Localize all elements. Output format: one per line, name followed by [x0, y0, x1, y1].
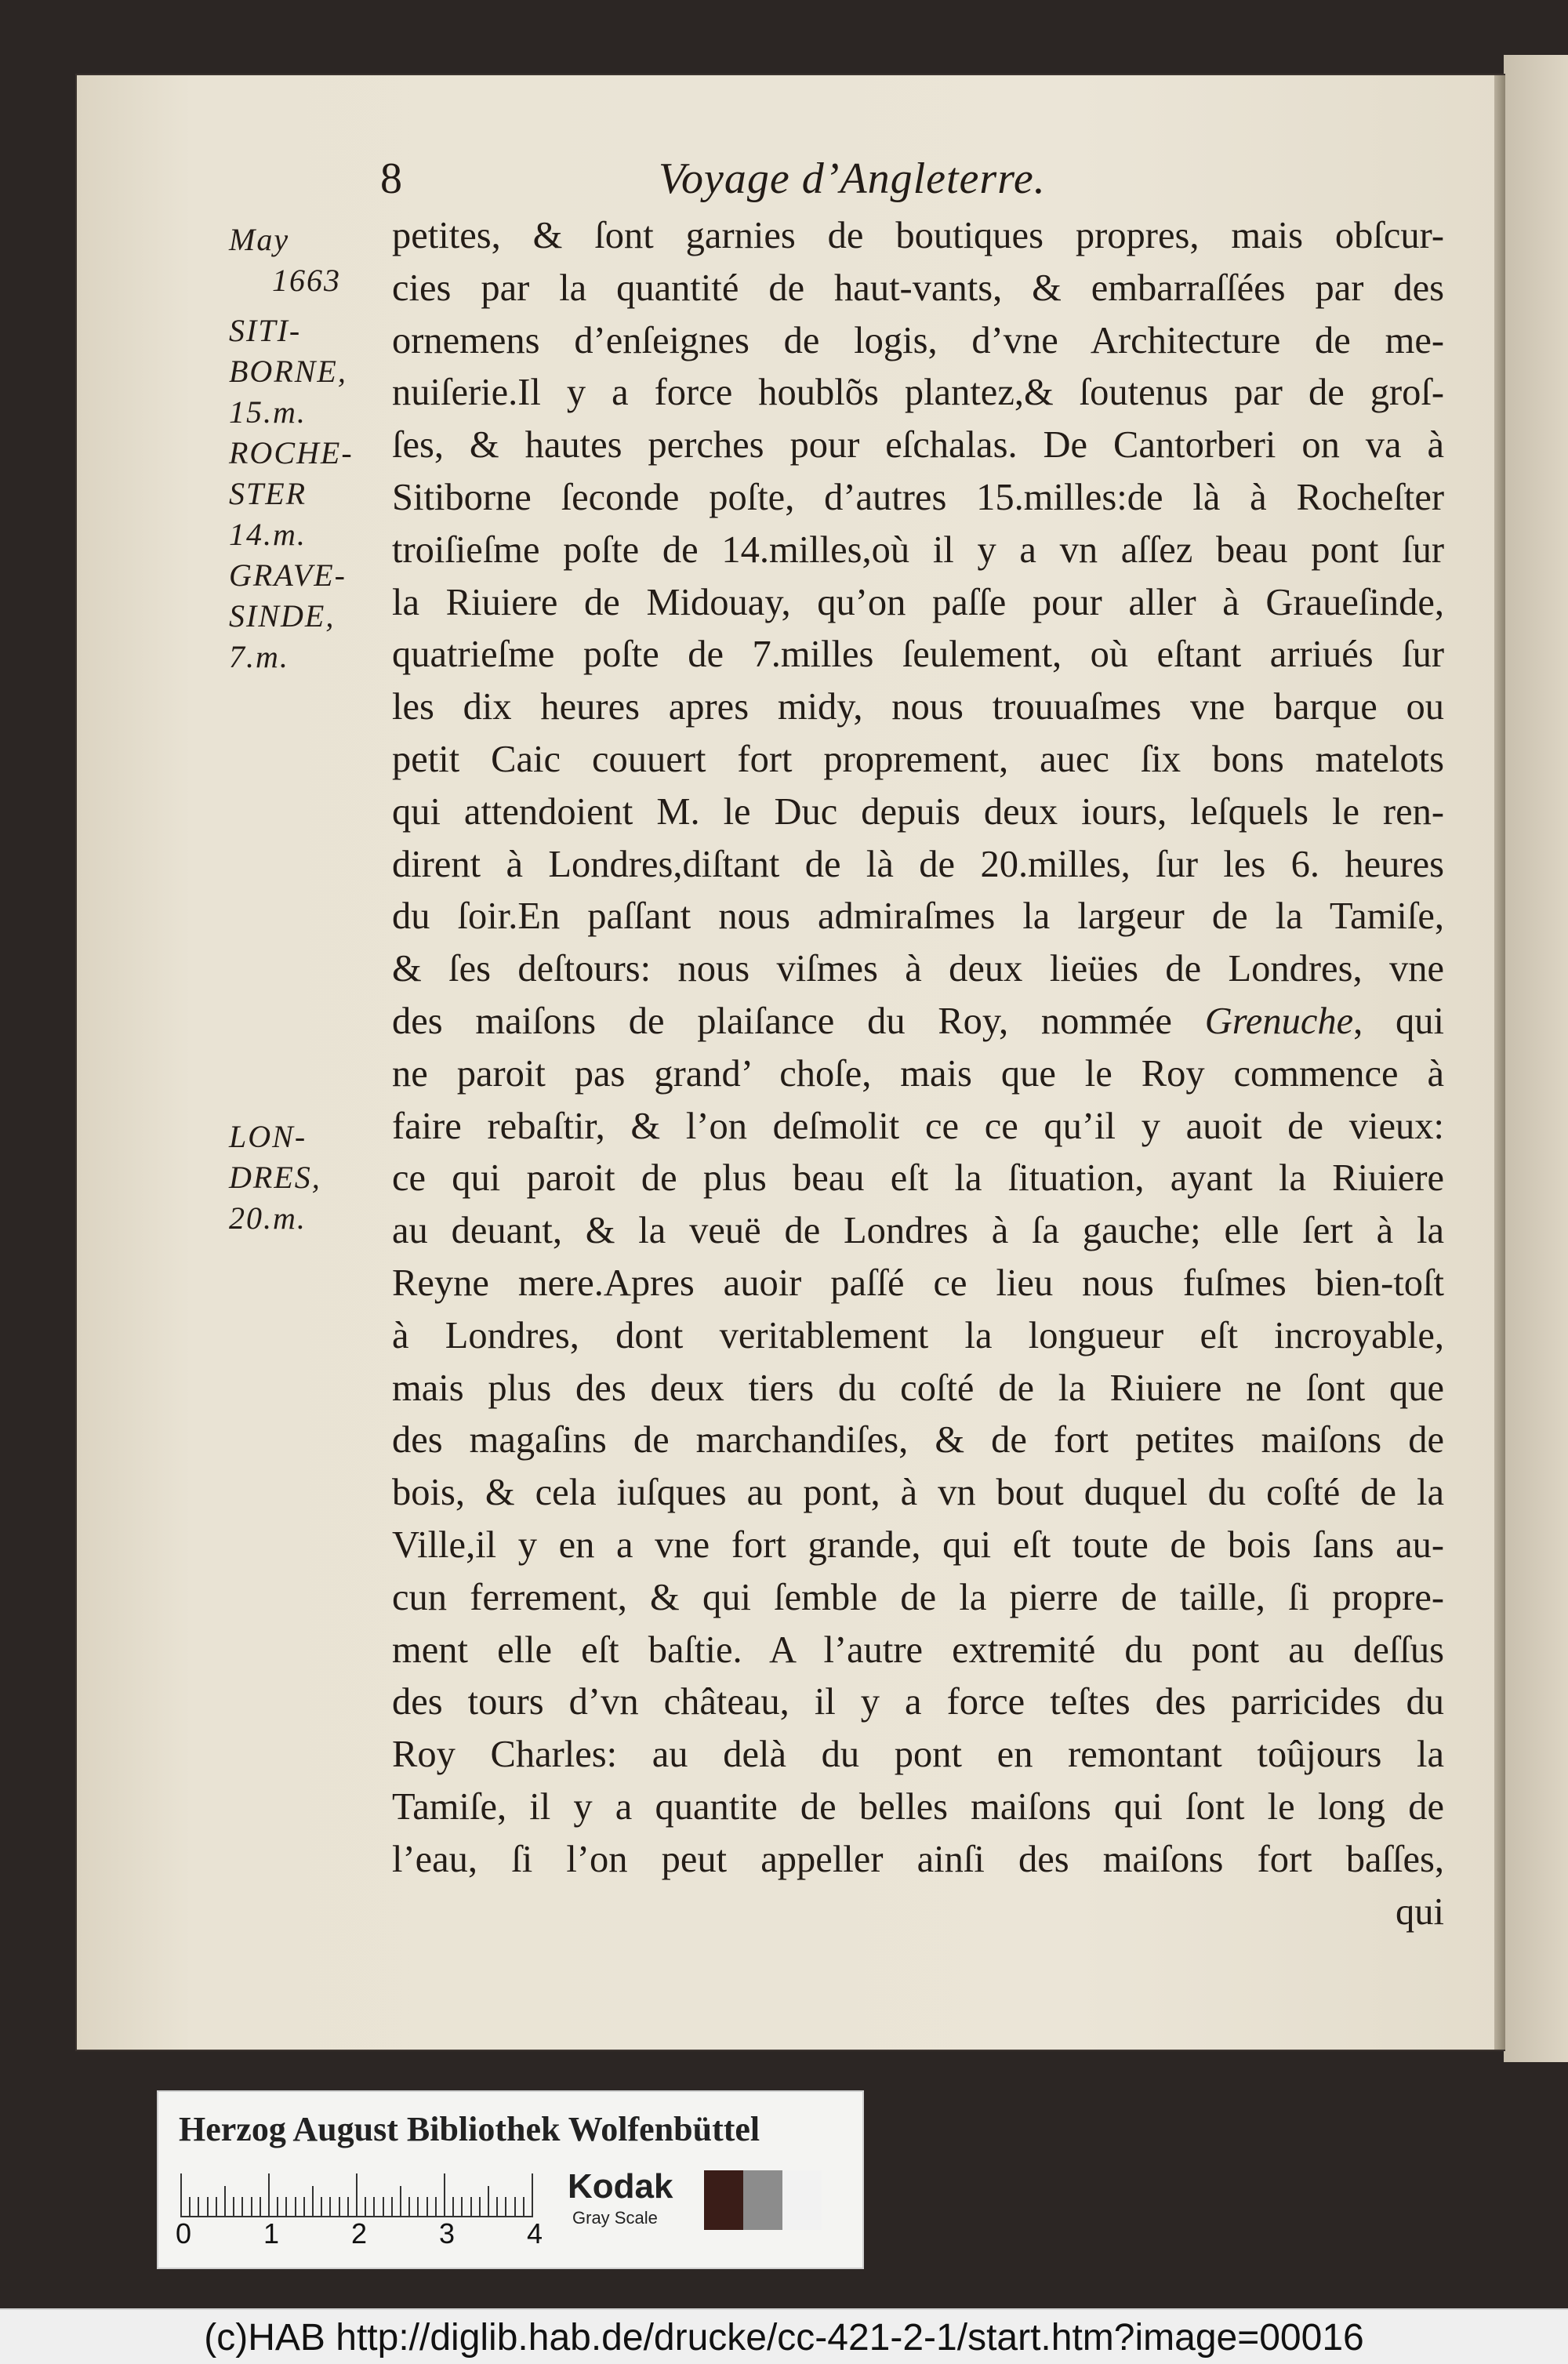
ruler-tick [198, 2197, 199, 2217]
ruler-tick [505, 2197, 506, 2217]
ruler-tick [444, 2173, 445, 2217]
ruler-tick [285, 2197, 287, 2217]
text-line: Sitiborne ſeconde poſte, d’autres 15.milles:de là à Rocheſter [392, 476, 1444, 518]
ruler-tick [295, 2197, 296, 2217]
ruler-tick [479, 2197, 481, 2217]
ruler-label: 1 [263, 2217, 280, 2250]
text-line: la Riuiere de Midouay, qu’on paſſe pour aller à Graueſinde, [392, 581, 1444, 623]
ruler-tick [216, 2197, 217, 2217]
ruler-tick [383, 2197, 384, 2217]
text-line: Reyne mere.Apres auoir paſſé ce lieu nous fuſmes bien-toſt [392, 1262, 1444, 1304]
page-gutter [1494, 75, 1505, 2050]
page-header [380, 154, 1446, 209]
text-line: petit Caic couuert fort proprement, auec ſix bons matelots [392, 738, 1444, 780]
text-line: Ville,il y en a vne fort grande, qui eſt toute de bois ſans au- [392, 1523, 1444, 1566]
kodak-logo: Kodak [568, 2167, 673, 2206]
copyright-url: (c)HAB http://diglib.hab.de/drucke/cc-421-2-1/start.htm?image=00016 [204, 2317, 1364, 2359]
text-line: cun ferrement, & qui ſemble de la pierre de taille, ſi propre- [392, 1576, 1444, 1618]
ruler-tick [241, 2197, 243, 2217]
page-number: 8 [380, 154, 402, 203]
text-line: ment elle eſt baſtie. A l’autre extremité du pont au deſſus [392, 1629, 1444, 1671]
text-line: des maiſons de plaiſance du Roy, nommée Grenuche, qui [392, 1000, 1444, 1042]
ruler-tick [321, 2197, 322, 2217]
ruler-tick [180, 2173, 182, 2217]
text-line: troiſieſme poſte de 14.milles,où il y a vn aſſez beau pont ſur [392, 528, 1444, 571]
ruler-tick [426, 2197, 428, 2217]
catchword: qui [1396, 1890, 1444, 1933]
ruler-tick [224, 2186, 226, 2217]
running-title: Voyage d’Angleterre. [659, 154, 1046, 203]
text-line: ce qui paroit de plus beau eſt la ſituation, ayant la Riuiere [392, 1157, 1444, 1200]
footer-bar [0, 2308, 1568, 2364]
place-name-grenuche: Grenuche [1204, 1000, 1354, 1042]
ruler-label: 0 [176, 2217, 192, 2250]
text-line: l’eau, ſi l’on peut appeller ainſi des maiſons fort baſſes, [392, 1838, 1444, 1880]
text-line: ne paroit pas grand’ choſe, mais que le Roy commence à [392, 1052, 1444, 1095]
ruler-tick [373, 2197, 375, 2217]
ruler-tick [233, 2197, 234, 2217]
text-line: les dix heures apres midy, nous trouuaſmes vne barque ou [392, 686, 1444, 728]
ruler-label: 4 [527, 2217, 543, 2250]
next-page-edge [1504, 55, 1568, 2062]
text-line: quatrieſme poſte de 7.milles ſeulement, où eſtant arriués ſur [392, 634, 1444, 676]
marginal-note-date: May 1663 [229, 222, 341, 298]
ruler-tick [391, 2197, 393, 2217]
text-line: à Londres, dont veritablement la longueur eſt incroyable, [392, 1314, 1444, 1356]
ruler-tick [189, 2197, 191, 2217]
ruler-tick [488, 2186, 489, 2217]
ruler-tick [400, 2186, 401, 2217]
text-line: ornemens d’enſeignes de logis, d’vne Architecture de me- [392, 319, 1444, 361]
ruler-tick [496, 2197, 498, 2217]
ruler-tick [461, 2197, 463, 2217]
gray-scale-label: Gray Scale [572, 2208, 658, 2228]
ruler-tick [452, 2197, 454, 2217]
ruler-tick [251, 2197, 252, 2217]
text-line: au deuant, & la veuë de Londres à ſa gauche; elle ſert à la [392, 1210, 1444, 1252]
ruler-tick [408, 2197, 410, 2217]
gray-patch-mid [743, 2170, 782, 2230]
marginal-note-londres: LON- DRES, 20.m. [229, 1119, 321, 1236]
ruler-label: 2 [351, 2217, 368, 2250]
marginal-note-gravesinde: GRAVE- SINDE, 7.m. [229, 557, 347, 674]
text-line: petites, & ſont garnies de boutiques propres, mais obſcur- [392, 215, 1444, 256]
text-line: ſes, & hautes perches pour eſchalas. De Cantorberi on va à [392, 424, 1444, 467]
text-line: des tours d’vn château, il y a force teſtes des parricides du [392, 1681, 1444, 1723]
marginal-note-rochester: ROCHE- STER 14.m. [229, 435, 354, 552]
ruler-tick [312, 2186, 314, 2217]
library-name: Herzog August Bibliothek Wolfenbüttel [179, 2110, 760, 2148]
ruler-tick [532, 2173, 533, 2217]
ruler-tick [277, 2197, 278, 2217]
ruler-tick [523, 2197, 524, 2217]
text-line: Tamiſe, il y a quantite de belles maiſons qui ſont le long de [392, 1785, 1444, 1828]
color-scale-card [157, 2090, 864, 2269]
ruler-tick [207, 2197, 209, 2217]
text-line: qui attendoient M. le Duc depuis deux iours, leſquels le ren- [392, 790, 1444, 833]
text-line: Roy Charles: au delà du pont en remontant toûjours la [392, 1734, 1444, 1776]
ruler-tick [514, 2197, 516, 2217]
text-line: dirent à Londres,diſtant de là de 20.milles, ſur les 6. heures [392, 843, 1444, 885]
text-line: & ſes deſtours: nous viſmes à deux lieües de Londres, vne [392, 948, 1444, 990]
ruler-tick [365, 2197, 366, 2217]
ruler-tick [303, 2197, 305, 2217]
text-line: faire rebaſtir, & l’on deſmolit ce ce qu’il y auoit de vieux: [392, 1105, 1444, 1147]
text-line: bois, & cela iuſques au pont, à vn bout duquel du coſté de la [392, 1472, 1444, 1514]
ruler-tick [268, 2173, 270, 2217]
text-line: du ſoir.En paſſant nous admiraſmes la largeur de la Tamiſe, [392, 895, 1444, 938]
ruler [180, 2170, 541, 2217]
ruler-tick [260, 2197, 261, 2217]
ruler-tick [347, 2197, 349, 2217]
gray-patch-light [782, 2170, 822, 2230]
ruler-tick [329, 2197, 331, 2217]
ruler-tick [417, 2197, 419, 2217]
marginal-note-sitiborne: SITI- BORNE, 15.m. [229, 313, 347, 430]
ruler-label: 3 [439, 2217, 456, 2250]
ruler-tick [339, 2197, 340, 2217]
ruler-tick [356, 2173, 358, 2217]
body-text [392, 210, 1444, 1938]
ruler-tick [435, 2197, 437, 2217]
gray-patch-dark [704, 2170, 743, 2230]
text-line: mais plus des deux tiers du coſté de la Riuiere ne ſont que [392, 1367, 1444, 1409]
ruler-tick [470, 2197, 472, 2217]
text-line: cies par la quantité de haut-vants, & embarraſſées par des [392, 267, 1444, 309]
text-line: nuiſerie.Il y a force houblõs plantez,& ſoutenus par de groſ- [392, 372, 1444, 414]
text-line: des magaſins de marchandiſes, & de fort petites maiſons de [392, 1419, 1444, 1462]
